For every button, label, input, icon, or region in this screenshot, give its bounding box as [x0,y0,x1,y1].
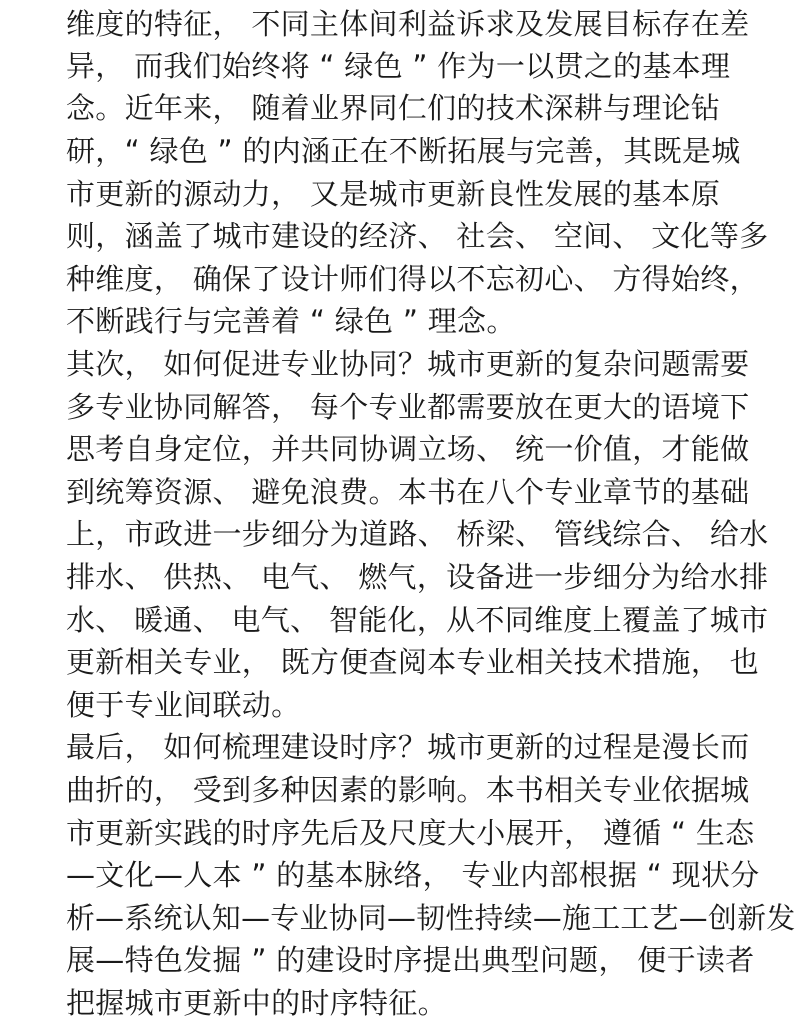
text-line: 最后， 如何梳理建设时序？城市更新的过程是漫长而 [66,730,750,764]
text-line: 把握城市更新中的时序特征。 [66,986,447,1020]
text-line: 异， 而我们始终将 “ 绿色 ” 作为一以贯之的基本理 [66,49,731,83]
text-line: 维度的特征， 不同主体间利益诉求及发展目标存在差 [66,7,750,41]
text-line: 析—系统认知—专业协同—韧性持续—施工工艺—创新发 [66,901,796,935]
text-line: 种维度， 确保了设计师们得以不忘初心、 方得始终， [66,262,759,296]
text-line: 展—特色发掘 ” 的建设时序提出典型问题， 便于读者 [66,943,755,977]
text-line: 市更新实践的时序先后及尺度大小展开， 遵循 “ 生态 [66,816,755,850]
text-line: 念。近年来， 随着业界同仁们的技术深耕与理论钻 [66,91,721,125]
text-line: 不断践行与完善着 “ 绿色 ” 理念。 [66,304,516,338]
text-line: 研，“ 绿色 ” 的内涵正在不断拓展与完善，其既是城 [66,134,741,168]
text-line: 思考自身定位，并共同协调立场、 统一价值，才能做 [66,432,750,466]
text-line: 到统筹资源、 避免浪费。本书在八个专业章节的基础 [66,475,750,509]
text-line: 多专业协同解答， 每个专业都需要放在更大的语境下 [66,390,750,424]
text-line: 其次， 如何促进专业协同？城市更新的复杂问题需要 [66,347,750,381]
text-line: —文化—人本 ” 的基本脉络， 专业内部根据 “ 现状分 [66,858,760,892]
text-line: 水、 暖通、 电气、 智能化，从不同维度上覆盖了城市 [66,603,769,637]
text-line: 则，涵盖了城市建设的经济、 社会、 空间、 文化等多 [66,219,769,253]
text-line: 曲折的， 受到多种因素的影响。本书相关专业依据城 [66,773,750,807]
text-line: 便于专业间联动。 [66,688,301,722]
text-line: 排水、 供热、 电气、 燃气，设备进一步细分为给水排 [66,560,769,594]
text-line: 更新相关专业， 既方便查阅本专业相关技术措施， 也 [66,645,759,679]
text-line: 市更新的源动力， 又是城市更新良性发展的基本原 [66,177,721,211]
text-line: 上，市政进一步细分为道路、 桥梁、 管线综合、 给水 [66,517,769,551]
